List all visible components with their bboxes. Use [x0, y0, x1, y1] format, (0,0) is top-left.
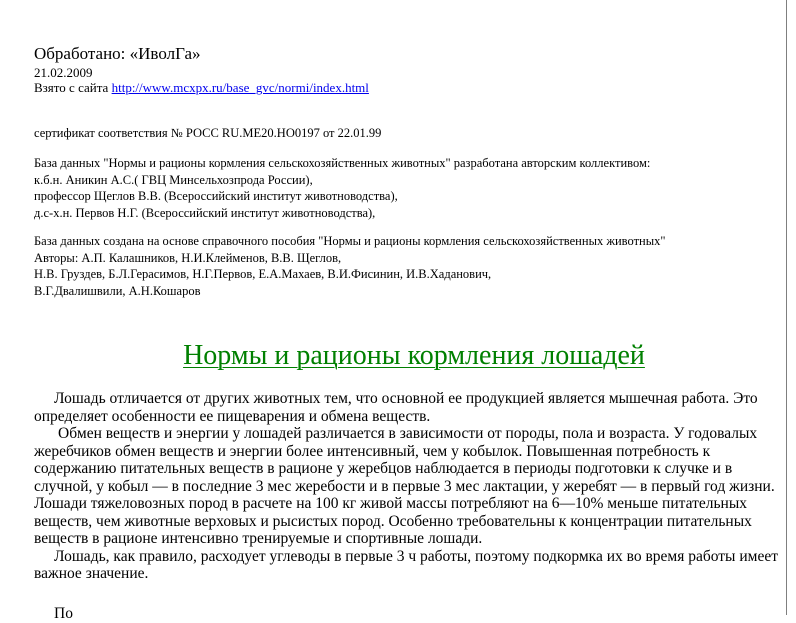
authors-line: профессор Щеглов В.В. (Всероссийский институт животноводства), — [34, 189, 398, 203]
certificate-line: сертификат соответствия № РОСС RU.МЕ20.НО0197 от 22.01.99 — [34, 126, 382, 140]
source-link[interactable]: http://www.mcxpx.ru/base_gvc/normi/index.html — [111, 80, 369, 95]
authors-line: д.с-х.н. Первов Н.Г. (Всероссийский институт животноводства), — [34, 205, 376, 220]
authors-line: База данных "Нормы и рационы кормления сельскохозяйственных животных" разработана авторским коллективом: — [34, 156, 651, 170]
section-heading: Нормы и рационы кормления лошадей — [183, 340, 645, 371]
source-label: Взято с сайта — [34, 80, 112, 95]
processed-by-line: Обработано: «ИволГа» — [34, 44, 201, 63]
reference-line: Авторы: А.П. Калашников, Н.И.Клейменов, В.В. Щеглов, — [34, 250, 342, 265]
paragraph: Лошадь отличается от других животных тем, что основной ее продукцией является мышечная работа. Это определяет особенности ее пищеварения и обмена веществ. — [34, 390, 758, 425]
source-line — [34, 80, 369, 96]
reference-block — [34, 233, 665, 299]
paragraph: Лошадь, как правило, расходует углеводы в первые 3 ч работы, поэтому подкормка их во время работы имеет важное значение. — [34, 547, 778, 582]
date-line: 21.02.2009 — [34, 65, 93, 80]
reference-line: В.Г.Двалишвили, А.Н.Кошаров — [34, 283, 201, 298]
reference-line: База данных создана на основе справочного пособия "Нормы и рационы кормления сельскохозяйственных животных" — [34, 234, 666, 248]
authors-line: к.б.н. Аникин А.С.( ГВЦ Минсельхозпрода России), — [34, 172, 313, 187]
paragraph: Обмен веществ и энергии у лошадей различается в зависимости от породы, пола и возраста. У годовалых жеребчиков обмен веществ и энергии более интенсивный, чем у кобылок. Повышенная потребность к содержанию питательных веществ в рационе у жеребцов наблюдается в периоды подготовки к случке и в случной, у кобыл — в последние 3 мес жеребости и в первые 3 мес лактации, у жеребят — в первый год жизни. Лошади тяжеловозных пород в расчете на 100 кг живой массы потребляют на 6—10% меньше питательных веществ, чем животные верховых и рысистых пород. Особенно требовательны к концентрации питательных веществ в рационе интенсивно тренируемые и спортивные лошади. — [34, 425, 775, 547]
page-edge-line — [786, 0, 787, 615]
authors-block — [34, 155, 650, 221]
cut-off-line: По — [54, 605, 73, 622]
reference-line: Н.В. Груздев, Б.Л.Герасимов, Н.Г.Первов, Е.А.Махаев, В.И.Фисинин, И.В.Хаданович, — [34, 267, 492, 281]
body-text — [34, 390, 779, 583]
